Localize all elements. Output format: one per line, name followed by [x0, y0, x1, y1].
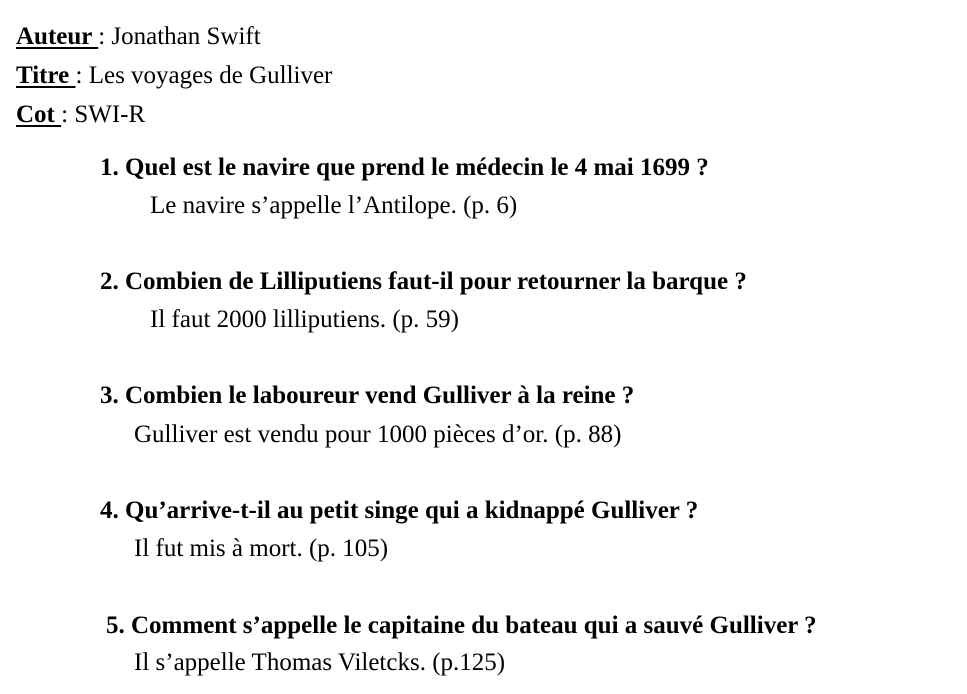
title-line	[16, 61, 332, 91]
cot-separator: :	[61, 101, 75, 128]
title-label: Titre	[16, 62, 76, 89]
answer-1: Le navire s’appelle l’Antilope. (p. 6)	[150, 192, 518, 219]
answer-5: Il s’appelle Thomas Viletcks. (p.125)	[134, 649, 506, 676]
question-3: 3. Combien le laboureur vend Gulliver à la reine ?	[100, 382, 635, 409]
author-line	[16, 22, 261, 52]
question-5: 5. Comment s’appelle le capitaine du bateau qui a sauvé Gulliver ?	[106, 612, 817, 639]
question-1: 1. Quel est le navire que prend le médecin le 4 mai 1699 ?	[100, 154, 709, 181]
author-separator: :	[98, 23, 112, 50]
question-2: 2. Combien de Lilliputiens faut-il pour retourner la barque ?	[100, 268, 747, 295]
cot-line	[16, 100, 145, 130]
title-separator: :	[75, 62, 89, 89]
author-label: Auteur	[16, 23, 99, 50]
author-value: Jonathan Swift	[111, 23, 261, 50]
cot-value: SWI-R	[74, 101, 146, 128]
cot-label: Cot	[16, 101, 62, 128]
question-4: 4. Qu’arrive-t-il au petit singe qui a kidnappé Gulliver ?	[100, 497, 699, 524]
answer-4: Il fut mis à mort. (p. 105)	[134, 535, 389, 562]
title-value: Les voyages de Gulliver	[88, 62, 333, 89]
answer-3: Gulliver est vendu pour 1000 pièces d’or. (p. 88)	[134, 421, 622, 448]
answer-2: Il faut 2000 lilliputiens. (p. 59)	[150, 306, 459, 333]
